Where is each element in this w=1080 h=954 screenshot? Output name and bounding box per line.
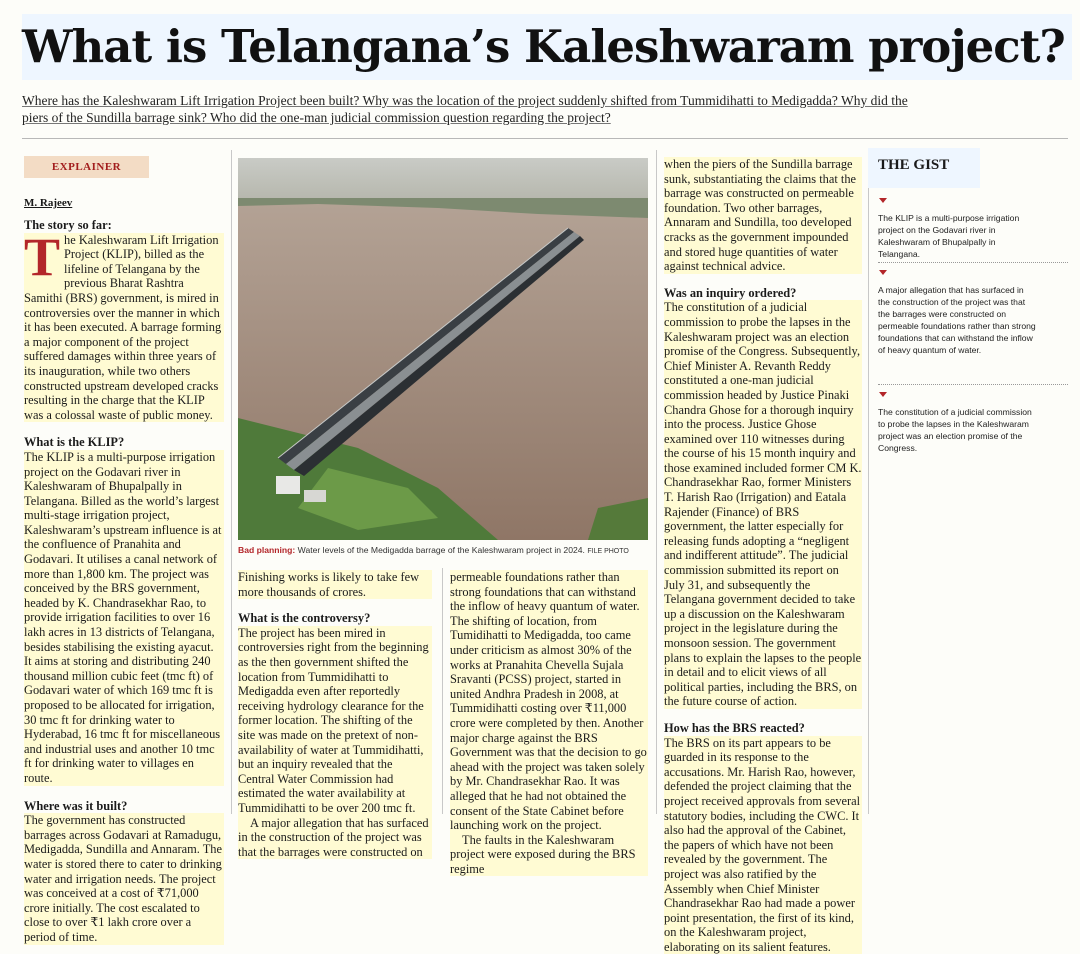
bullet-triangle-icon: [879, 392, 887, 397]
gist-item: A major allegation that has surfaced in the construction of the project was that the barrages were constructed on permeable foundations rather than strong foundations that can withstand the inflow of heavy quantum of water.: [878, 285, 1036, 355]
col4-intro: when the piers of the Sundilla barrage sunk, substantiating the claims that the barrage was constructed on permeable foundation. Two other barrages, Annaram and Sundilla, too developed cracks as the government impounded and stored huge quantities of water against technical advice.: [664, 157, 862, 274]
gist-title: THE GIST: [868, 148, 980, 188]
caption-label: Bad planning:: [238, 545, 296, 555]
allegation-paragraph: A major allegation that has surfaced in the construction of the project was that the barrages were constructed on: [238, 816, 432, 860]
headline: What is Telangana’s Kaleshwaram project?: [22, 14, 1072, 80]
column-divider: [656, 150, 657, 814]
column-2: [238, 570, 432, 859]
byline: M. Rajeev: [24, 197, 73, 209]
story-text: he Kaleshwaram Lift Irrigation Project (KLIP), billed as the lifeline of Telangana by the previous Bharat Rashtra Samithi (BRS) government, is mired in controversies over the manner in which it has been executed. A barrage forming a major component of the project suffered damages within three years of its inauguration, while two others constructed upstream developed cracks resulting in the charge that the KLIP was a colossal waste of public money.: [24, 232, 222, 422]
column-divider: [231, 150, 232, 814]
caption-text: Water levels of the Medigadda barrage of the Kaleshwaram project in 2024.: [295, 545, 588, 555]
column-1: [24, 218, 224, 945]
inquiry-paragraph: The constitution of a judicial commission to probe the lapses in the Kaleshwaram project was an election promise of the Congress. Subsequently, Chief Minister A. Revanth Reddy constituted a one-man judicial commission headed by Justice Pinaki Chandra Ghose for a thorough inquiry into the process. Justice Ghose examined over 110 witnesses during the course of his 15 month inquiry and those examined included former CM K. Chandrasekhar Rao, former Ministers T. Harish Rao (Irrigation) and Eatala Rajender (Finance) of BRS government, the latter especially for releasing funds adopting a “negligent and indifferent attitude”. The judicial commission submitted its report on July 31, and subsequently the Telangana government decided to take up a discussion on the Kaleshwaram project in the legislature during the monsoon session. The government plans to explain the lapses to the people in detail and to elicit views of all political parties, including the BRS, on the future course of action.: [664, 300, 862, 709]
brs-paragraph: The BRS on its part appears to be guarded in its response to the accusations. Mr. Harish Rao, however, defended the project claiming that the project received approvals from several statutory bodies, including the CWC. It also had the approval of the Cabinet, the papers of which have not been revealed by the government. The project was also ratified by the Assembly when Chief Minister Chandrasekhar Rao had made a power point presentation, the first of its kind, on the Kaleshwaram project, elaborating on its salient features.: [664, 735, 861, 954]
col2-intro: Finishing works is likely to take few more thousands of crores.: [238, 570, 432, 599]
faults-paragraph: The faults in the Kaleshwaram project were exposed during the BRS regime: [450, 833, 648, 877]
gist-item: The KLIP is a multi-purpose irrigation project on the Godavari river in Kaleshwaram of Bhupalpally in Telangana.: [878, 213, 1020, 259]
caption-credit: FILE PHOTO: [587, 548, 629, 555]
barrage-photo: [238, 158, 648, 540]
bullet-triangle-icon: [879, 198, 887, 203]
column-divider: [868, 150, 869, 814]
top-rule: [22, 138, 1068, 139]
col3-paragraph: permeable foundations rather than strong foundations that can withstand the inflow of heavy quantum of water. The shifting of location, from Tumidihatti to Medigadda, too came under criticism as almost 30% of the works at Pranahita Chevella Sujala Sravanti (PCSS) project, started in united Andhra Pradesh in 2008, at Tummidihatti costing over ₹11,000 crore were completed by then. Another major charge against the BRS Government was that the decision to go ahead with the project was taken solely by Mr. Chandrasekhar Rao. It was alleged that he had not obtained the consent of the State Cabinet before launching work on the project.: [450, 570, 647, 833]
gist-item: The constitution of a judicial commission to probe the lapses in the Kaleshwaram project was an election promise of the Congress.: [878, 407, 1032, 453]
controversy-paragraph: The project has been mired in controversies right from the beginning as the then government shifted the location from Tummidihatti to Medigadda even after reportedly receiving hydrology clearance for the former location. The shifting of the site was made on the pretext of non-availability of water at Tummidihatti, but an inquiry revealed that the Central Water Commission had estimated the water availability at Tummidihatti to be over 200 tmc ft.: [238, 626, 432, 816]
heading-inquiry: Was an inquiry ordered?: [664, 285, 797, 300]
heading-story-so-far: The story so far:: [24, 218, 112, 232]
deck: Where has the Kaleshwaram Lift Irrigation Project been built? Why was the location of the project suddenly shifted from Tummidihatti to Medigadda? Why did the piers of the Sundilla barrage sink? Who did the one-man judicial commission question regarding the project?: [22, 93, 908, 125]
gist-divider: [878, 384, 1068, 386]
heading-what-is-klip: What is the KLIP?: [24, 435, 125, 450]
story-paragraph: [24, 226, 224, 423]
explainer-tag: EXPLAINER: [24, 156, 149, 178]
heading-where-built: Where was it built?: [24, 798, 128, 813]
gist-divider: [878, 262, 1068, 264]
column-3: [450, 570, 648, 876]
photo-caption: [238, 545, 648, 557]
column-4: [664, 157, 862, 954]
what-paragraph: The KLIP is a multi-purpose irrigation project on the Godavari river in Kaleshwaram of Bhupalpally in Telangana. Billed as the world’s largest multi-stage irrigation project, Kaleshwaram’s upstream influence is at the confluence of Pranahita and Godavari. It utilises a canal network of more than 1,800 km. The project was conceived by the BRS government, headed by K. Chandrasekhar Rao, to provide irrigation facilities to over 16 lakh acres in 13 districts of Telangana, besides stabilising the existing ayacut. It aims at storing and distributing 240 thousand million cubic feet (tmc ft) of Godavari water of which 169 tmc ft is proposed to be allocated for irrigation, 30 tmc ft for drinking water to Hyderabad, 16 tmc ft for miscellaneous and industrial uses and another 10 tmc ft for drinking water to villages en route.: [24, 450, 224, 786]
heading-controversy: What is the controversy?: [238, 611, 371, 626]
column-divider: [442, 568, 443, 814]
where-paragraph: The government has constructed barrages across Godavari at Ramadugu, Medigadda, Sundilla and Annaram. The water is stored there to cater to drinking water and irrigation needs. The project was conceived at a cost of ₹71,000 crore initially. The cost escalated to close to over ₹1 lakh crore over a period of time.: [24, 813, 224, 944]
bullet-triangle-icon: [879, 270, 887, 275]
heading-brs-reaction: How has the BRS reacted?: [664, 720, 805, 735]
dropcap: T: [24, 226, 61, 287]
